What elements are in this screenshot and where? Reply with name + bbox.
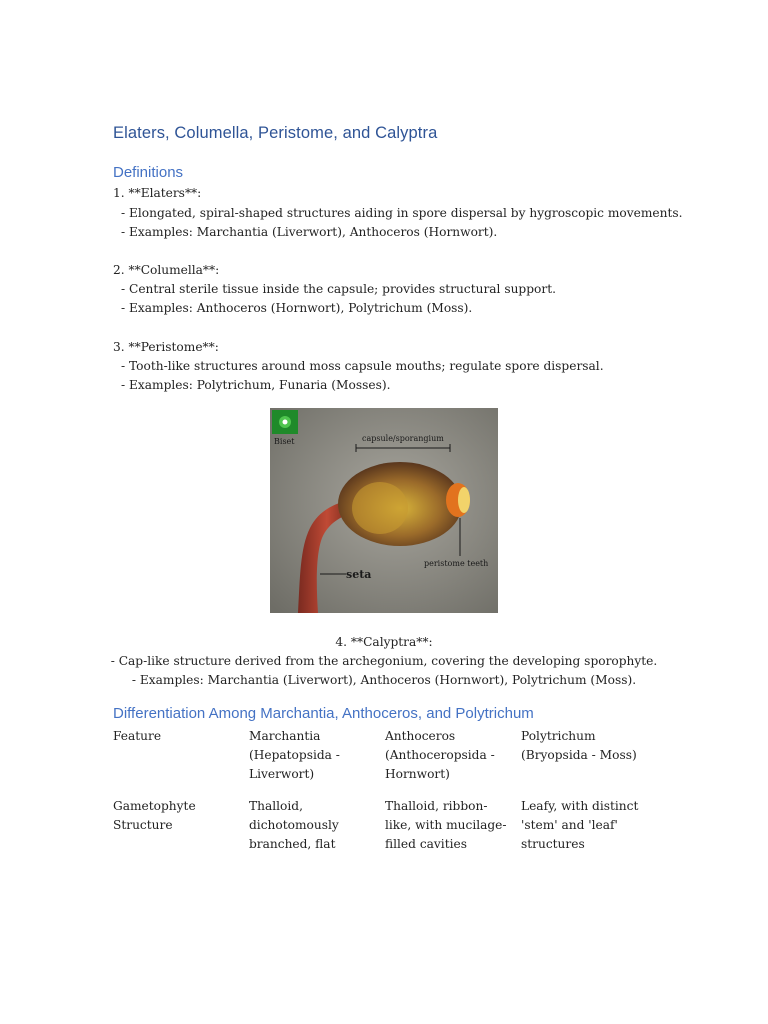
item-calyptra-desc: - Cap-like structure derived from the archegonium, covering the developing sporophyte. [110,654,658,668]
item-columella-desc: - Central sterile tissue inside the capsule; provides structural support. [121,282,556,296]
header-polytrichum: Polytrichum (Bryopsida - Moss) [521,729,637,762]
moss-capsule-image [270,408,498,613]
item-elaters-examples: - Examples: Marchantia (Liverwort), Anthoceros (Hornwort). [121,225,498,239]
item-elaters-head: 1. **Elaters**: [113,186,202,200]
item-columella-head: 2. **Columella**: [113,263,220,277]
differentiation-heading: Differentiation Among Marchantia, Anthoceros, and Polytrichum [113,705,534,722]
table-row [113,797,657,854]
header-feature: Feature [113,729,162,743]
item-peristome-desc: - Tooth-like structures around moss capsule mouths; regulate spore dispersal. [121,359,604,373]
cell-polytrichum: Leafy, with distinct 'stem' and 'leaf' structures [521,799,639,851]
item-calyptra-head: 4. **Calyptra**: [335,635,433,649]
definitions-heading: Definitions [113,164,184,181]
cell-anthoceros: Thalloid, ribbon- like, with mucilage- filled cavities [385,799,507,851]
header-anthoceros: Anthoceros (Anthoceropsida - Hornwort) [385,729,495,781]
item-peristome-examples: - Examples: Polytrichum, Funaria (Mosses). [121,378,391,392]
item-columella-examples: - Examples: Anthoceros (Hornwort), Polytrichum (Moss). [121,301,473,315]
document-title: Elaters, Columella, Peristome, and Calyptra [113,124,438,142]
cell-marchantia: Thalloid, dichotomously branched, flat [249,799,339,851]
label-seta: seta [346,568,372,581]
item-elaters-desc: - Elongated, spiral-shaped structures aiding in spore dispersal by hygroscopic movements. [121,206,683,220]
item-calyptra-examples: - Examples: Marchantia (Liverwort), Anthoceros (Hornwort), Polytrichum (Moss). [131,673,637,687]
header-marchantia: Marchantia (Hepatopsida - Liverwort) [249,729,340,781]
logo-text: Biset [274,437,295,446]
cell-feature: Gametophyte Structure [113,799,196,832]
label-capsule: capsule/sporangium [362,434,444,443]
item-peristome-head: 3. **Peristome**: [113,340,219,354]
comparison-table [113,727,657,854]
label-peristome: peristome teeth [424,559,489,568]
table-header-row [113,727,657,797]
